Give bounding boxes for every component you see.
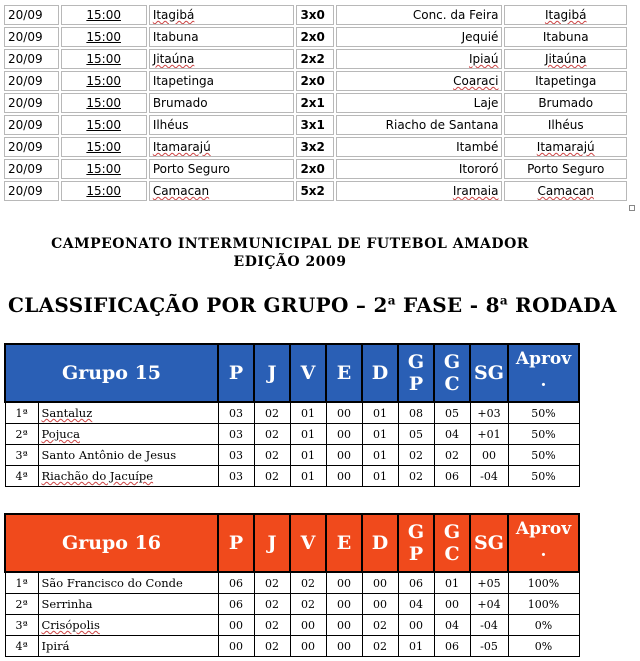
stat-aprov: 100% [508,572,579,594]
stat-j: 02 [254,445,290,466]
stat-p: 03 [218,424,254,445]
stat-aprov: 50% [508,466,579,487]
result-date: 20/09 [4,93,59,113]
ordinal-b: a [499,293,508,308]
result-venue: Itapetinga [504,71,627,91]
group-header-row [5,344,579,402]
result-score: 2x0 [296,159,334,179]
stat-aprov: 100% [508,594,579,615]
result-date: 20/09 [4,49,59,69]
stat-gp: 00 [398,615,434,636]
stat-d: 01 [362,424,398,445]
result-home: Itagibá [149,5,295,25]
stat-sg: +04 [470,594,508,615]
stat-sg: 00 [470,445,508,466]
col-aprov [508,344,579,402]
result-date: 20/09 [4,5,59,25]
result-away: Ipiaú [336,49,502,69]
col-gp-line2: P [408,373,424,395]
result-score: 3x2 [296,137,334,157]
result-away: Conc. da Feira [336,5,502,25]
result-home: Porto Seguro [149,159,295,179]
result-venue: Porto Seguro [504,159,627,179]
result-time: 15:00 [61,71,147,91]
col-sg: SG [470,344,508,402]
result-home: Jitaúna [149,49,295,69]
result-time: 15:00 [61,5,147,25]
table-row [5,615,579,636]
position: 4ª [5,636,38,657]
stat-p: 03 [218,445,254,466]
table-row [5,594,579,615]
result-home: Camacan [149,181,295,201]
col-aprov-line1: Aprov [515,519,572,539]
stat-p: 00 [218,636,254,657]
team-name: Serrinha [38,594,218,615]
col-gp-line2: P [408,543,424,565]
stat-e: 00 [326,636,362,657]
group-16-table [4,513,580,657]
stat-aprov: 50% [508,424,579,445]
stat-p: 00 [218,615,254,636]
table-row [4,49,627,69]
stat-aprov: 0% [508,615,579,636]
stat-e: 00 [326,572,362,594]
stat-sg: -04 [470,466,508,487]
result-date: 20/09 [4,115,59,135]
result-away: Coaraci [336,71,502,91]
position: 1ª [5,402,38,424]
stat-p: 03 [218,466,254,487]
col-sg: SG [470,514,508,572]
col-d: D [362,514,398,572]
col-aprov-line2: . [540,371,547,391]
team-name: Crisópolis [38,615,218,636]
col-gc-line1: G [443,521,461,543]
result-date: 20/09 [4,27,59,47]
stat-e: 00 [326,615,362,636]
stat-j: 02 [254,572,290,594]
table-row [5,572,579,594]
group-name: Grupo 16 [5,514,218,572]
stat-gc: 02 [434,445,470,466]
stat-e: 00 [326,424,362,445]
result-time: 15:00 [61,181,147,201]
col-gp [398,344,434,402]
group-name: Grupo 15 [5,344,218,402]
result-home: Ilhéus [149,115,295,135]
result-date: 20/09 [4,159,59,179]
col-aprov [508,514,579,572]
stat-j: 02 [254,424,290,445]
table-row [4,181,627,201]
stat-p: 03 [218,402,254,424]
stat-gc: 01 [434,572,470,594]
stat-v: 02 [290,594,326,615]
stat-sg: +05 [470,572,508,594]
table-row [4,137,627,157]
table-row [5,424,579,445]
stat-gc: 05 [434,402,470,424]
col-gp-line1: G [407,351,425,373]
position: 1ª [5,572,38,594]
stat-p: 06 [218,594,254,615]
result-time: 15:00 [61,27,147,47]
col-v: V [290,514,326,572]
col-gc-line1: G [443,351,461,373]
result-venue: Jitaúna [504,49,627,69]
col-e: E [326,514,362,572]
stat-sg: +03 [470,402,508,424]
result-away: Itambé [336,137,502,157]
stat-gp: 02 [398,445,434,466]
col-p: P [218,344,254,402]
classification-text-c: RODADA [507,293,617,317]
stat-sg: -04 [470,615,508,636]
table-row [5,445,579,466]
stat-d: 01 [362,466,398,487]
result-venue: Ilhéus [504,115,627,135]
result-away: Jequié [336,27,502,47]
stat-e: 00 [326,445,362,466]
position: 2ª [5,424,38,445]
team-name: Santaluz [38,402,218,424]
results-body [4,5,627,201]
result-away: Riacho de Santana [336,115,502,135]
table-row [5,466,579,487]
stat-gp: 05 [398,424,434,445]
result-date: 20/09 [4,137,59,157]
ordinal-a: a [387,293,396,308]
result-venue: Itagibá [504,5,627,25]
team-name: Pojuca [38,424,218,445]
result-time: 15:00 [61,159,147,179]
table-row [4,115,627,135]
stat-v: 01 [290,466,326,487]
stat-d: 02 [362,636,398,657]
table-row [4,71,627,91]
position: 3ª [5,615,38,636]
col-d: D [362,344,398,402]
edition-title: EDIÇÃO 2009 [233,254,347,270]
stat-d: 00 [362,594,398,615]
stat-j: 02 [254,402,290,424]
stat-v: 00 [290,615,326,636]
result-away: Iramaia [336,181,502,201]
col-gc [434,514,470,572]
col-v: V [290,344,326,402]
stat-e: 00 [326,402,362,424]
group-header-row [5,514,579,572]
result-score: 2x0 [296,27,334,47]
stat-gc: 06 [434,636,470,657]
stat-sg: +01 [470,424,508,445]
stat-sg: -05 [470,636,508,657]
stat-gc: 06 [434,466,470,487]
result-score: 2x1 [296,93,334,113]
stat-gp: 08 [398,402,434,424]
stat-v: 01 [290,445,326,466]
col-gp-line1: G [407,521,425,543]
stat-gp: 02 [398,466,434,487]
table-row [4,159,627,179]
stat-e: 00 [326,466,362,487]
result-away: Itororó [336,159,502,179]
stat-gc: 04 [434,424,470,445]
position: 3ª [5,445,38,466]
result-home: Itamarajú [149,137,295,157]
stat-d: 01 [362,402,398,424]
col-gc [434,344,470,402]
result-venue: Camacan [504,181,627,201]
result-score: 2x0 [296,71,334,91]
result-date: 20/09 [4,71,59,91]
stat-j: 02 [254,615,290,636]
table-row [5,636,579,657]
classification-title [8,293,617,317]
result-score: 3x0 [296,5,334,25]
table-resize-handle[interactable] [629,205,635,211]
result-date: 20/09 [4,181,59,201]
col-j: J [254,514,290,572]
stat-gp: 01 [398,636,434,657]
classification-text-b: FASE - 8 [395,293,500,317]
team-name: São Francisco do Conde [38,572,218,594]
stat-gc: 00 [434,594,470,615]
stat-j: 02 [254,636,290,657]
result-time: 15:00 [61,137,147,157]
stat-v: 00 [290,636,326,657]
col-gp [398,514,434,572]
results-table [2,3,629,203]
table-row [4,5,627,25]
table-row [4,27,627,47]
stat-j: 02 [254,466,290,487]
result-home: Itapetinga [149,71,295,91]
stat-v: 01 [290,424,326,445]
result-venue: Itamarajú [504,137,627,157]
result-time: 15:00 [61,49,147,69]
table-row [4,93,627,113]
col-p: P [218,514,254,572]
col-gc-line2: C [444,373,460,395]
result-home: Itabuna [149,27,295,47]
stat-aprov: 50% [508,402,579,424]
result-time: 15:00 [61,115,147,135]
stat-d: 02 [362,615,398,636]
col-aprov-line2: . [540,541,547,561]
stat-p: 06 [218,572,254,594]
stat-d: 00 [362,572,398,594]
team-name: Ipirá [38,636,218,657]
team-name: Santo Antônio de Jesus [38,445,218,466]
result-time: 15:00 [61,93,147,113]
classification-text-a: CLASSIFICAÇÃO POR GRUPO – 2 [8,293,388,317]
col-j: J [254,344,290,402]
stat-j: 02 [254,594,290,615]
stat-v: 02 [290,572,326,594]
stat-gp: 04 [398,594,434,615]
result-venue: Itabuna [504,27,627,47]
col-e: E [326,344,362,402]
stat-d: 01 [362,445,398,466]
stat-v: 01 [290,402,326,424]
position: 2ª [5,594,38,615]
result-score: 3x1 [296,115,334,135]
stat-gc: 04 [434,615,470,636]
stat-aprov: 50% [508,445,579,466]
table-row [5,402,579,424]
result-away: Laje [336,93,502,113]
result-home: Brumado [149,93,295,113]
col-aprov-line1: Aprov [515,349,572,369]
position: 4ª [5,466,38,487]
group-15-table [4,343,580,487]
championship-title: CAMPEONATO INTERMUNICIPAL DE FUTEBOL AMADOR [51,236,529,252]
result-venue: Brumado [504,93,627,113]
col-gc-line2: C [444,543,460,565]
stat-e: 00 [326,594,362,615]
stat-aprov: 0% [508,636,579,657]
stat-gp: 06 [398,572,434,594]
result-score: 5x2 [296,181,334,201]
result-score: 2x2 [296,49,334,69]
team-name: Riachão do Jacuípe [38,466,218,487]
